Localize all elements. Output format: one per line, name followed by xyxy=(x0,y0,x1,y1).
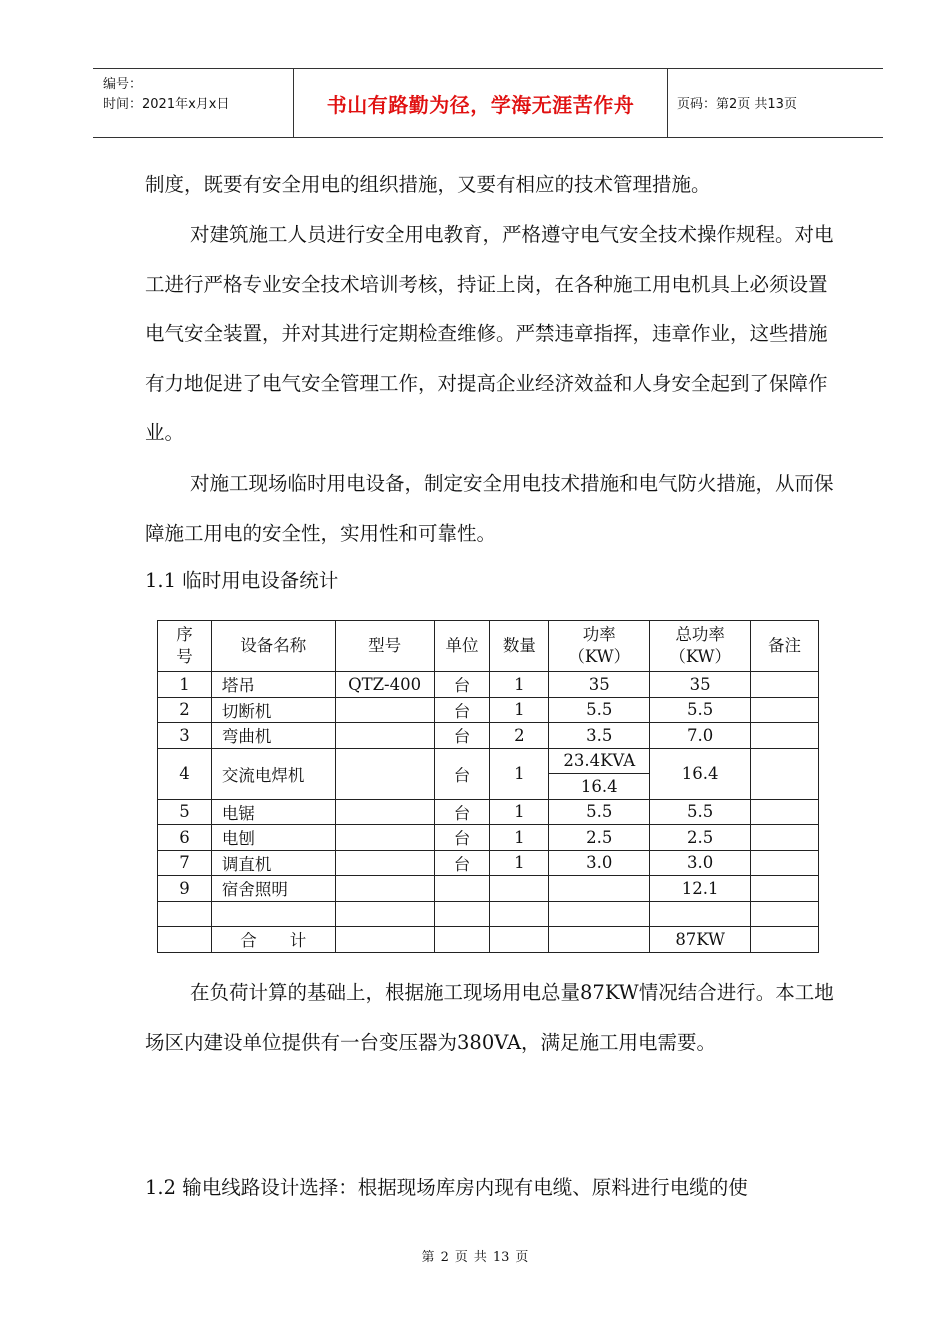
cell-name: 调直机 xyxy=(211,850,335,876)
cell-empty xyxy=(549,927,650,953)
cell-total: 3.0 xyxy=(650,850,751,876)
cell-model xyxy=(335,697,434,723)
cell-qty: 1 xyxy=(490,748,549,799)
cell-model xyxy=(335,748,434,799)
cell-power: 23.4KVA xyxy=(549,748,650,774)
footer-page-number: 2 xyxy=(440,1250,449,1265)
footer-text: 页 xyxy=(454,1250,468,1265)
cell-no: 7 xyxy=(158,850,212,876)
cell-note xyxy=(751,850,819,876)
cell-model xyxy=(335,850,434,876)
cell-empty xyxy=(490,901,549,927)
table-row xyxy=(158,672,819,698)
header-unit: 单位 xyxy=(434,621,490,672)
header-seq: 序 号 xyxy=(158,621,212,672)
header-name: 设备名称 xyxy=(211,621,335,672)
section-1-1-title: 1.1 临时用电设备统计 xyxy=(145,569,339,592)
header-model: 型号 xyxy=(335,621,434,672)
table-row xyxy=(158,876,819,902)
cell-qty: 2 xyxy=(490,723,549,749)
cell-unit: 台 xyxy=(434,850,490,876)
cell-power: 2.5 xyxy=(549,825,650,851)
header-qty: 数量 xyxy=(490,621,549,672)
cell-note xyxy=(751,876,819,902)
cell-total: 2.5 xyxy=(650,825,751,851)
cell-no: 9 xyxy=(158,876,212,902)
cell-note xyxy=(751,723,819,749)
cell-no: 5 xyxy=(158,799,212,825)
time-label: 时间：2021年x月x日 xyxy=(103,97,230,112)
cell-total: 12.1 xyxy=(650,876,751,902)
table-row xyxy=(158,697,819,723)
cell-empty xyxy=(751,901,819,927)
paragraph-2: 对建筑施工人员进行安全用电教育，严格遵守电气安全技术操作规程。对电工进行严格专业安全技术培训考核，持证上岗，在各种施工用电机具上必须设置电气安全装置，并对其进行定期检查维修。严禁违章指挥，违章作业，这些措施有力地促进了电气安全管理工作，对提高企业经济效益和人身安全起到了保障作业。 xyxy=(145,223,834,444)
header-total: 总功率 （KW） xyxy=(650,621,751,672)
cell-empty xyxy=(158,927,212,953)
cell-note xyxy=(751,799,819,825)
table-row xyxy=(158,748,819,774)
cell-empty xyxy=(650,901,751,927)
cell-name: 切断机 xyxy=(211,697,335,723)
table-row xyxy=(158,723,819,749)
table-row xyxy=(158,799,819,825)
cell-no: 1 xyxy=(158,672,212,698)
footer-text: 页 xyxy=(515,1250,529,1265)
cell-power-sub: 16.4 xyxy=(549,774,650,800)
cell-note xyxy=(751,672,819,698)
cell-model xyxy=(335,825,434,851)
table-row-empty xyxy=(158,901,819,927)
header-power: 功率 （KW） xyxy=(549,621,650,672)
cell-note xyxy=(751,748,819,799)
cell-model xyxy=(335,799,434,825)
footer-text: 第 xyxy=(421,1250,435,1265)
section-1-2-text: 1.2 输电线路设计选择：根据现场库房内现有电缆、原料进行电缆的使 xyxy=(145,1176,748,1199)
motto: 书山有路勤为径，学海无涯苦作舟 xyxy=(326,92,635,117)
cell-qty: 1 xyxy=(490,825,549,851)
cell-note xyxy=(751,825,819,851)
cell-qty: 1 xyxy=(490,850,549,876)
cell-empty xyxy=(211,901,335,927)
cell-total: 16.4 xyxy=(650,748,751,799)
cell-empty xyxy=(549,901,650,927)
cell-unit: 台 xyxy=(434,825,490,851)
cell-total: 35 xyxy=(650,672,751,698)
cell-name: 交流电焊机 xyxy=(211,748,335,799)
cell-no: 2 xyxy=(158,697,212,723)
cell-power xyxy=(549,876,650,902)
cell-empty xyxy=(434,901,490,927)
footer-total-pages: 13 xyxy=(492,1250,510,1265)
paragraph-1: 制度，既要有安全用电的组织措施，又要有相应的技术管理措施。 xyxy=(145,173,711,196)
cell-qty: 1 xyxy=(490,697,549,723)
cell-unit: 台 xyxy=(434,748,490,799)
cell-no: 3 xyxy=(158,723,212,749)
cell-name: 宿舍照明 xyxy=(211,876,335,902)
cell-empty xyxy=(490,927,549,953)
cell-unit xyxy=(434,876,490,902)
header-meta xyxy=(93,69,294,137)
paragraph-after-table: 在负荷计算的基础上，根据施工现场用电总量87KW情况结合进行。本工地场区内建设单位提供有一台变压器为380VA，满足施工用电需要。 xyxy=(145,981,834,1054)
cell-total: 5.5 xyxy=(650,697,751,723)
page-header xyxy=(93,68,883,138)
cell-unit: 台 xyxy=(434,799,490,825)
cell-unit: 台 xyxy=(434,723,490,749)
cell-qty: 1 xyxy=(490,799,549,825)
cell-power: 35 xyxy=(549,672,650,698)
total-label: 合 计 xyxy=(211,927,335,953)
cell-name: 弯曲机 xyxy=(211,723,335,749)
cell-no: 6 xyxy=(158,825,212,851)
number-label: 编号： xyxy=(103,77,143,92)
cell-qty xyxy=(490,876,549,902)
table-header-row xyxy=(158,621,819,672)
cell-model xyxy=(335,723,434,749)
table-total-row xyxy=(158,927,819,953)
cell-empty xyxy=(434,927,490,953)
page-label: 页码：第2页 共13页 xyxy=(677,97,797,112)
cell-name: 塔吊 xyxy=(211,672,335,698)
cell-empty xyxy=(751,927,819,953)
cell-model: QTZ-400 xyxy=(335,672,434,698)
equipment-table xyxy=(157,620,819,953)
cell-qty: 1 xyxy=(490,672,549,698)
cell-unit: 台 xyxy=(434,672,490,698)
page-footer xyxy=(0,1246,950,1265)
cell-power: 3.5 xyxy=(549,723,650,749)
table-row xyxy=(158,850,819,876)
cell-total: 5.5 xyxy=(650,799,751,825)
header-note: 备注 xyxy=(751,621,819,672)
table-row xyxy=(158,825,819,851)
cell-model xyxy=(335,876,434,902)
total-value: 87KW xyxy=(650,927,751,953)
cell-power: 3.0 xyxy=(549,850,650,876)
header-motto-cell xyxy=(294,69,668,137)
cell-power: 5.5 xyxy=(549,697,650,723)
cell-empty xyxy=(335,901,434,927)
cell-total: 7.0 xyxy=(650,723,751,749)
cell-unit: 台 xyxy=(434,697,490,723)
cell-name: 电锯 xyxy=(211,799,335,825)
cell-empty xyxy=(335,927,434,953)
cell-empty xyxy=(158,901,212,927)
footer-text: 共 xyxy=(473,1250,487,1265)
cell-name: 电刨 xyxy=(211,825,335,851)
cell-power: 5.5 xyxy=(549,799,650,825)
cell-no: 4 xyxy=(158,748,212,799)
paragraph-3: 对施工现场临时用电设备，制定安全用电技术措施和电气防火措施，从而保障施工用电的安全性，实用性和可靠性。 xyxy=(145,472,834,545)
cell-note xyxy=(751,697,819,723)
